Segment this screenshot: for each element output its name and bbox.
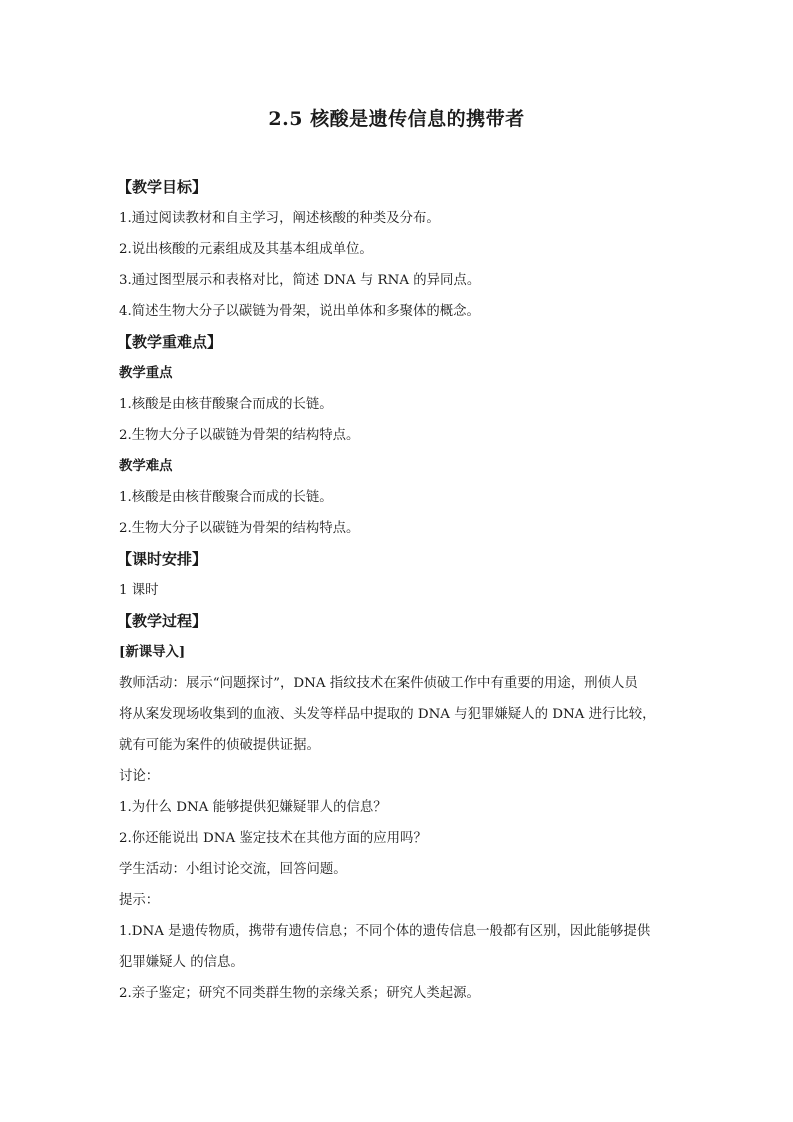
section-heading-goals: 【教学目标】	[117, 178, 208, 196]
section-heading-process: 【教学过程】	[117, 612, 208, 630]
focus-item: 1.核酸是由核苷酸聚合而成的长链。	[119, 397, 333, 412]
focus-item: 2.生物大分子以碳链为骨架的结构特点。	[119, 428, 360, 443]
hint-line: 1.DNA 是遗传物质，携带有遗传信息；不同个体的遗传信息一般都有区别，因此能够提供	[119, 924, 651, 939]
subheading-focus: 教学重点	[119, 365, 173, 381]
hint-label: 提示：	[119, 893, 160, 908]
hint-line: 2.亲子鉴定；研究不同类群生物的亲缘关系；研究人类起源。	[119, 986, 480, 1001]
question-item: 2.你还能说出 DNA 鉴定技术在其他方面的应用吗？	[119, 831, 427, 846]
difficulty-item: 1.核酸是由核苷酸聚合而成的长链。	[119, 490, 333, 505]
subheading-intro: [新课导入]	[119, 644, 186, 660]
goal-item: 3.通过图型展示和表格对比，简述 DNA 与 RNA 的异同点。	[119, 273, 481, 288]
section-heading-schedule: 【课时安排】	[117, 550, 208, 568]
hint-line: 犯罪嫌疑人 的信息。	[119, 955, 244, 970]
question-item: 1.为什么 DNA 能够提供犯嫌疑罪人的信息？	[119, 800, 387, 815]
teacher-activity-line: 将从案发现场收集到的血液、头发等样品中提取的 DNA 与犯罪嫌疑人的 DNA 进行比较，	[119, 707, 656, 722]
student-activity: 学生活动：小组讨论交流，回答问题。	[119, 862, 347, 877]
document-body	[119, 172, 679, 1009]
discussion-label: 讨论：	[119, 769, 160, 784]
goal-item: 2.说出核酸的元素组成及其基本组成单位。	[119, 242, 373, 257]
teacher-activity-line: 就有可能为案件的侦破提供证据。	[119, 738, 320, 753]
teacher-activity-line: 教师活动：展示“问题探讨”，DNA 指纹技术在案件侦破工作中有重要的用途，刑侦人员	[119, 676, 638, 691]
goal-item: 4.简述生物大分子以碳链为骨架，说出单体和多聚体的概念。	[119, 304, 480, 319]
difficulty-item: 2.生物大分子以碳链为骨架的结构特点。	[119, 521, 360, 536]
goal-item: 1.通过阅读教材和自主学习，阐述核酸的种类及分布。	[119, 211, 440, 226]
schedule-text: 1 课时	[119, 583, 159, 598]
section-heading-keypoints: 【教学重难点】	[117, 333, 223, 351]
page-title: 2.5 核酸是遗传信息的携带者	[268, 108, 525, 130]
subheading-difficulty: 教学难点	[119, 458, 173, 474]
